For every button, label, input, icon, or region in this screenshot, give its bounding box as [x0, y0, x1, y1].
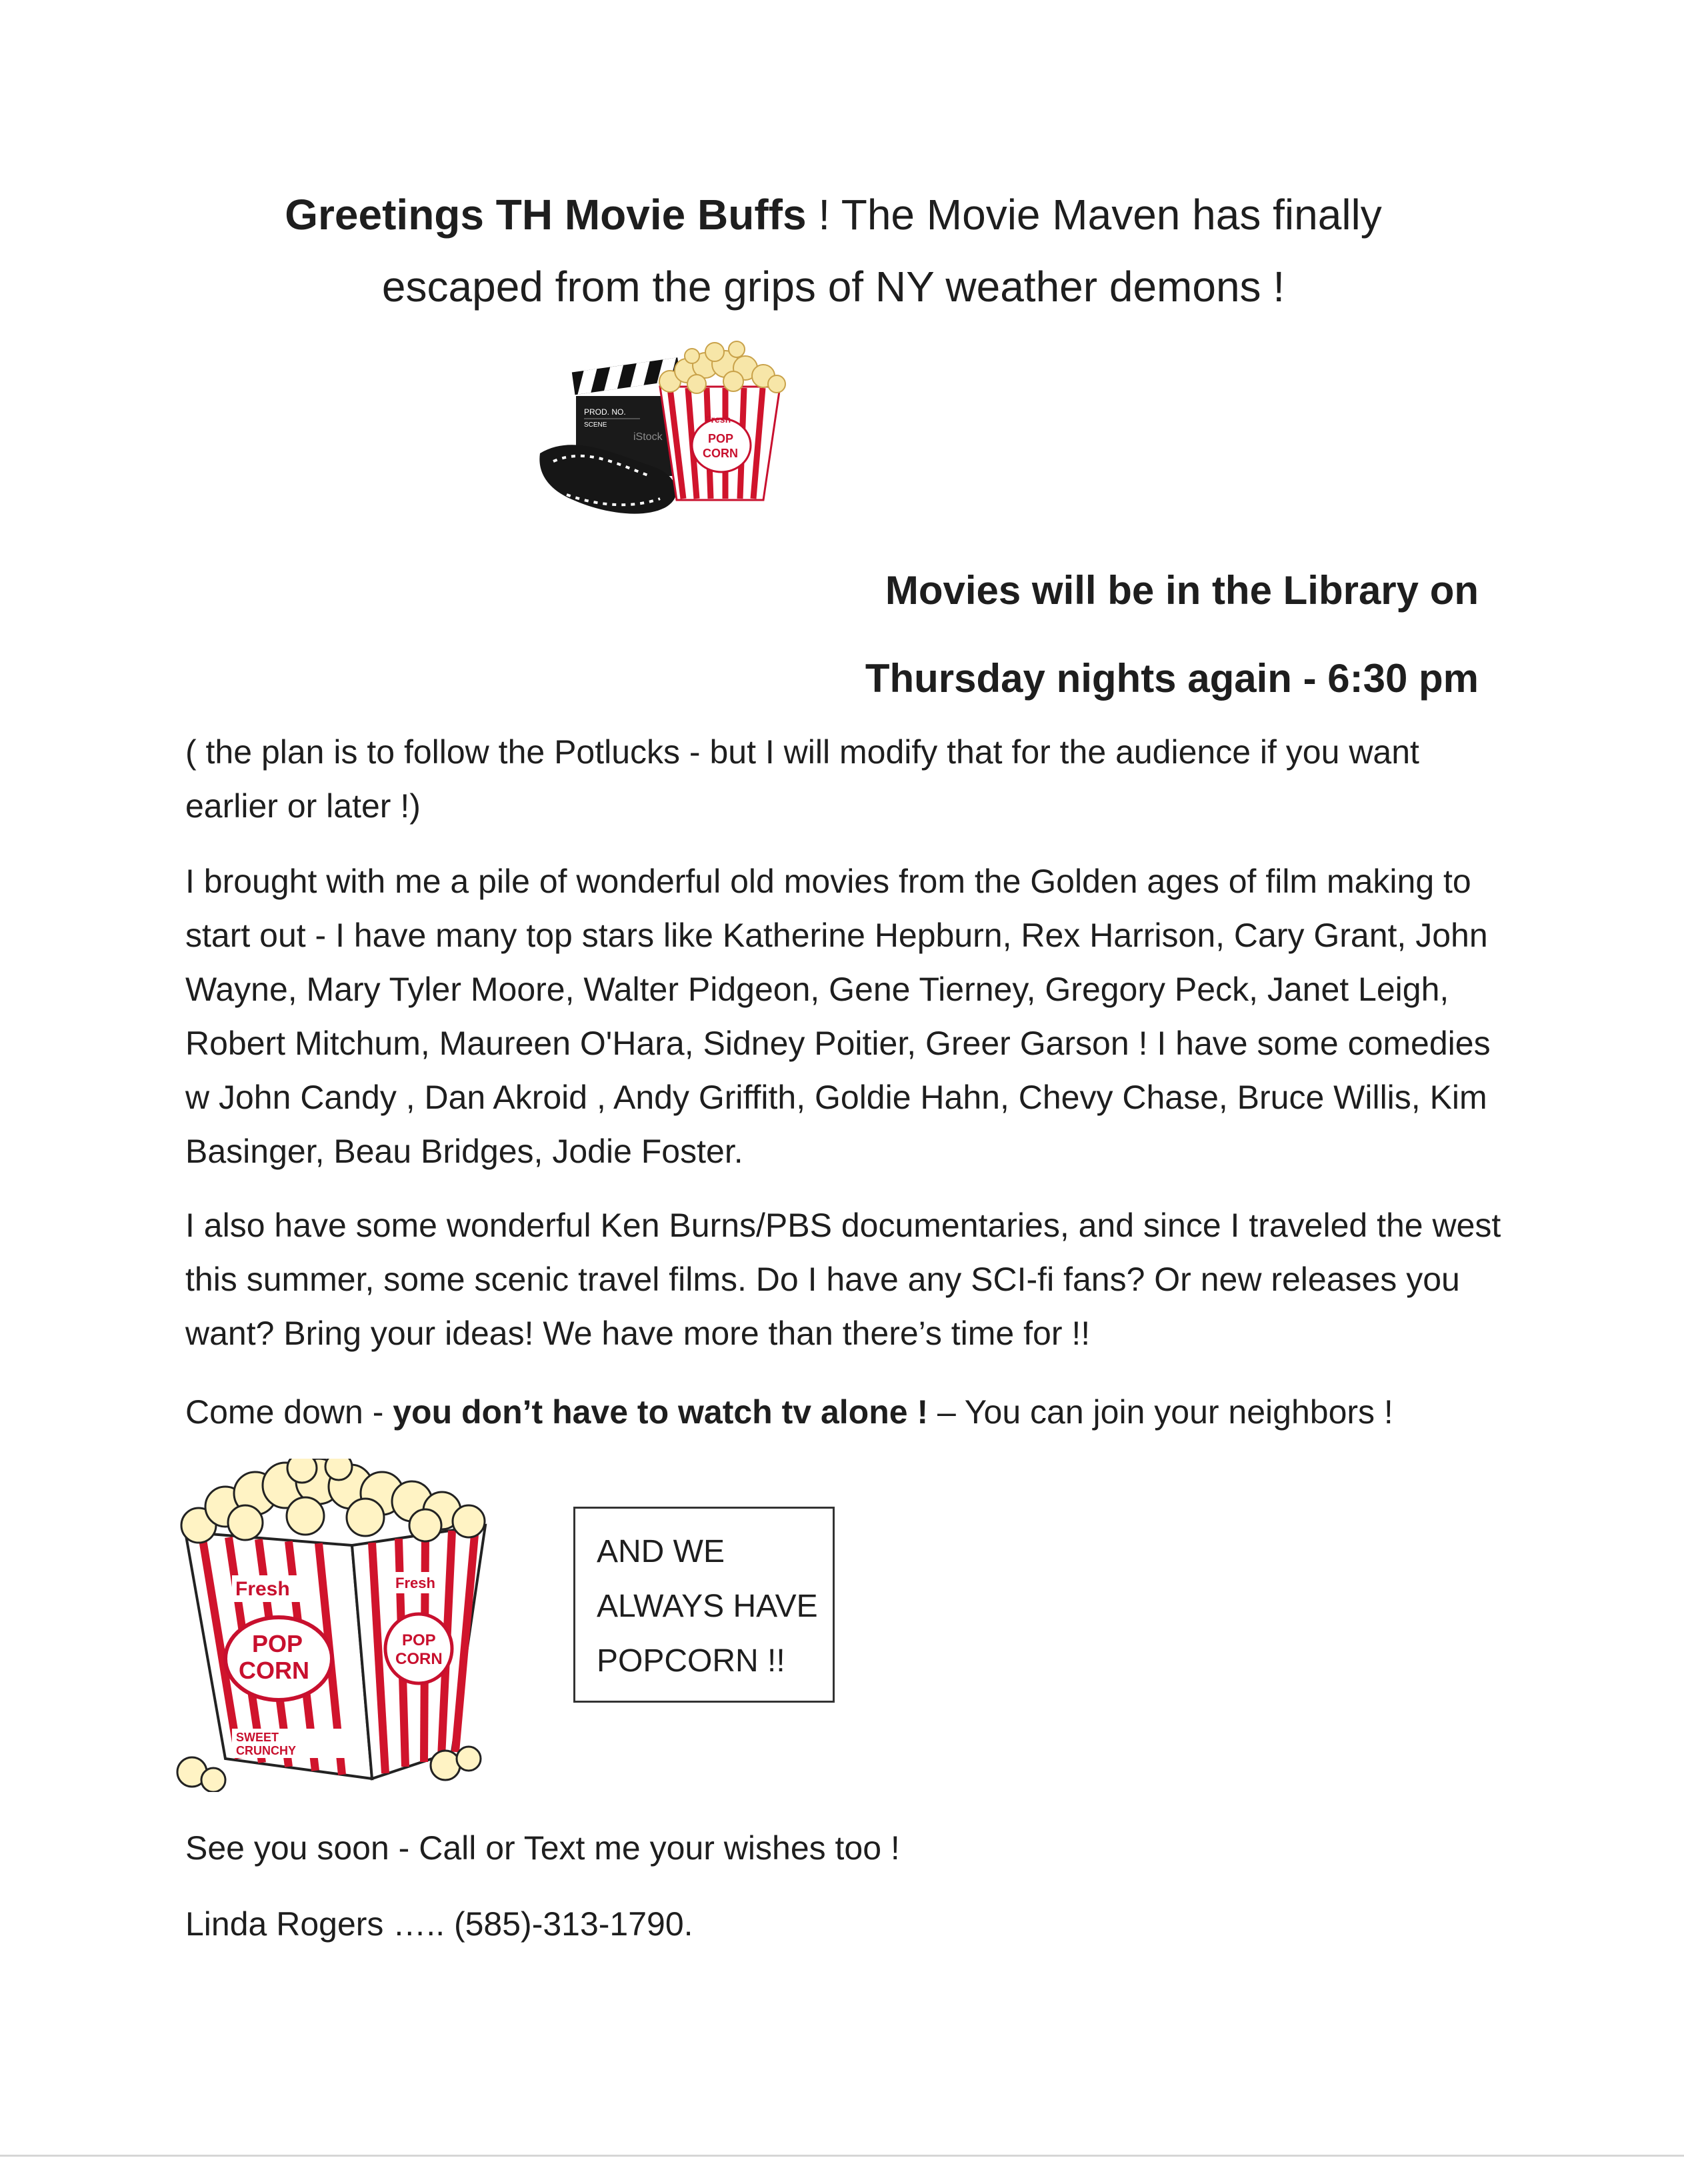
bucket-fresh-text: Fresh [705, 414, 731, 425]
greeting-bold: Greetings TH Movie Buffs [285, 191, 807, 239]
popcorn-pop-text: POP [252, 1630, 303, 1657]
documentaries-paragraph: I also have some wonderful Ken Burns/PBS documentaries, and since I traveled the west this summer, some scenic travel films. Do I have any SCI-fi fans? Or new releases you want? Bring your ideas! We have more than there’s time for !! [185, 1207, 1501, 1352]
greeting-heading [153, 179, 1513, 323]
invitation-bold: you don’t have to watch tv alone ! [393, 1393, 929, 1431]
popcorn-bucket-icon [172, 1459, 499, 1792]
invitation-end: – You can join your neighbors ! [928, 1393, 1393, 1431]
announcement-line2: Thursday nights again - 6:30 pm [865, 656, 1479, 701]
popcorn-right-corn: CORN [395, 1650, 443, 1668]
popcorn-sweet-text: SWEET [236, 1731, 279, 1744]
board-text-prod: PROD. NO. [584, 407, 626, 417]
popcorn-box-line2: ALWAYS HAVE [597, 1589, 818, 1624]
board-text-scene: SCENE [584, 421, 607, 429]
schedule-announcement [865, 547, 1479, 723]
bottom-divider [0, 2155, 1684, 2157]
popcorn-callout-box [573, 1507, 835, 1703]
bucket-corn-text: CORN [703, 447, 738, 460]
popcorn-right-pop: POP [402, 1631, 436, 1649]
invitation-paragraph [185, 1385, 1512, 1439]
popcorn-crunchy-text: CRUNCHY [236, 1744, 296, 1757]
watermark-text: iStock [633, 431, 663, 443]
popcorn-fresh-left: Fresh [235, 1578, 290, 1600]
greeting-line2: escaped from the grips of NY weather demons ! [381, 263, 1285, 311]
bucket-pop-text: POP [708, 432, 734, 445]
invitation-start: Come down - [185, 1393, 393, 1431]
popcorn-corn-text: CORN [239, 1657, 309, 1684]
contact-line: Linda Rogers ….. (585)-313-1790. [185, 1905, 693, 1943]
popcorn-box-line3: POPCORN !! [597, 1643, 785, 1679]
announcement-line1: Movies will be in the Library on [885, 568, 1479, 613]
popcorn-fresh-right: Fresh [395, 1575, 435, 1591]
plan-paragraph: ( the plan is to follow the Potlucks - but I will modify that for the audience if you want earlier or later !) [185, 733, 1419, 825]
clapperboard-filmstrip-popcorn-icon [533, 340, 800, 533]
signoff-line: See you soon - Call or Text me your wishes too ! [185, 1829, 900, 1867]
popcorn-box-line1: AND WE [597, 1534, 725, 1569]
movie-stars-paragraph: I brought with me a pile of wonderful old movies from the Golden ages of film making to start out - I have many top stars like Katherine Hepburn, Rex Harrison, Cary Grant, John Wayne, Mary Tyler Moore, Walter Pidgeon, Gene Tierney, Gregory Peck, Janet Leigh, Robert Mitchum, Maureen O'Hara, Sidney Poitier, Greer Garson ! I have some comedies w John Candy , Dan Akroid , Andy Griffith, Goldie Hahn, Chevy Chase, Bruce Willis, Kim Basinger, Beau Bridges, Jodie Foster. [185, 863, 1491, 1170]
greeting-line1-rest: ! The Movie Maven has finally [806, 191, 1382, 239]
